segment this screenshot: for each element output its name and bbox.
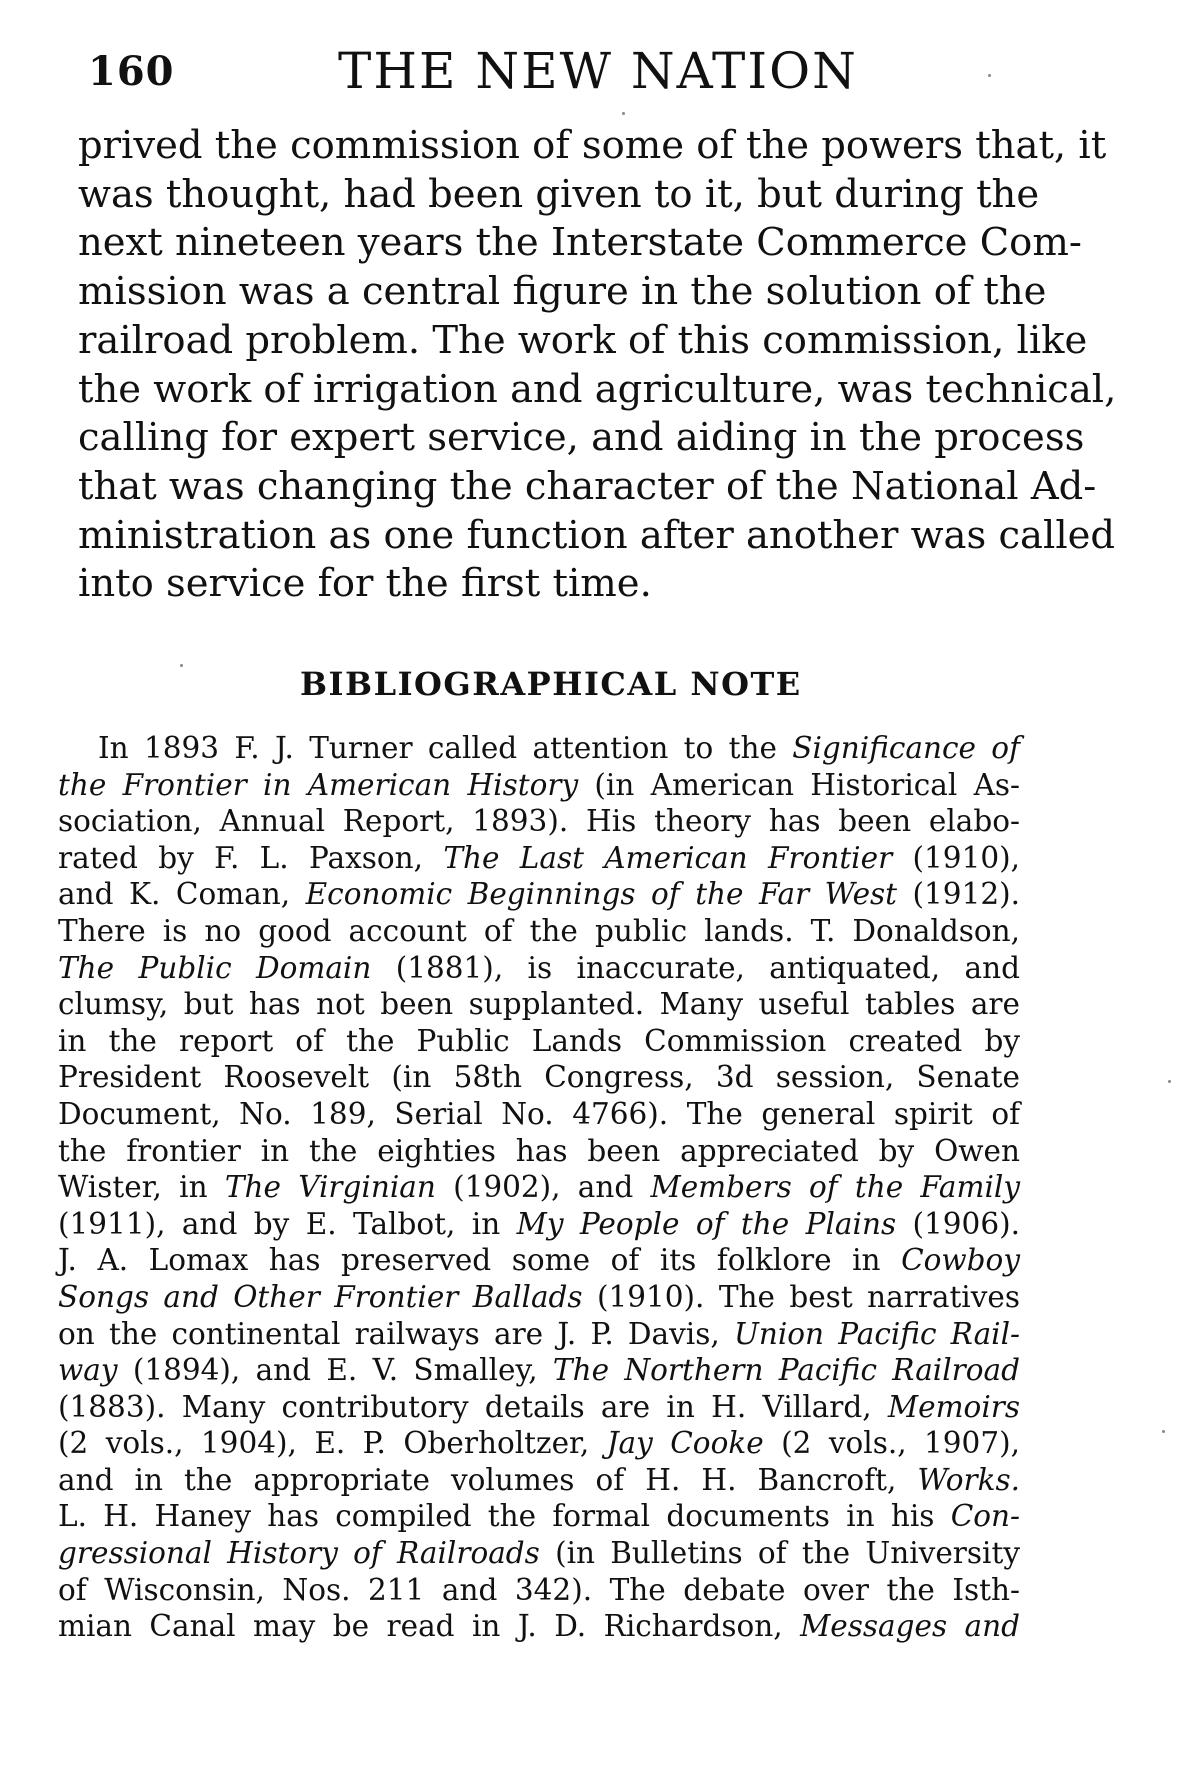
running-head xyxy=(88,40,988,110)
text-line: calling for expert service, and aiding in the process xyxy=(78,415,1085,461)
text-run: J. A. Lomax has preserved some of its folklore in xyxy=(58,1243,902,1278)
note-line xyxy=(58,730,1020,767)
running-title: THE NEW NATION xyxy=(338,42,858,100)
note-line xyxy=(58,1572,1020,1609)
note-line xyxy=(58,1023,1020,1060)
italic-title: Economic Beginnings of the Far West xyxy=(305,877,898,912)
italic-title: Works. xyxy=(917,1462,1020,1497)
note-line xyxy=(58,1059,1020,1096)
text-run: and in the appropriate volumes of H. H. Bancroft, xyxy=(58,1462,918,1497)
note-line xyxy=(58,1096,1020,1133)
text-run: (1906). xyxy=(896,1206,1020,1241)
section-heading: BIBLIOGRAPHICAL NOTE xyxy=(300,665,802,703)
text-line: into service for the first time. xyxy=(78,561,652,607)
text-run: the frontier in the eighties has been appreciated by Owen xyxy=(58,1133,1020,1168)
note-line xyxy=(58,1352,1020,1389)
note-line xyxy=(58,1498,1020,1535)
note-line xyxy=(58,1316,1020,1353)
italic-title: Jay Cooke xyxy=(606,1426,764,1461)
note-line xyxy=(58,1608,1020,1645)
note-line xyxy=(58,767,1020,804)
italic-title: Messages and xyxy=(800,1609,1020,1644)
text-run: rated by F. L. Paxson, xyxy=(58,840,444,875)
italic-title: The Northern Pacific Railroad xyxy=(552,1353,1020,1388)
text-run: (1902), and xyxy=(435,1170,651,1205)
print-speck xyxy=(1162,1430,1165,1433)
text-run: (1883). Many contributory details are in H. Villard, xyxy=(58,1389,888,1424)
text-line: the work of irrigation and agriculture, was technical, xyxy=(78,366,1117,412)
note-line xyxy=(58,950,1020,987)
print-speck xyxy=(622,112,625,115)
text-run: on the continental railways are J. P. Davis, xyxy=(58,1316,734,1351)
italic-title: The Last American Frontier xyxy=(443,840,893,875)
text-run: of Wisconsin, Nos. 211 and 342). The debate over the Isth- xyxy=(58,1572,1020,1607)
text-run: (1910). The best narratives xyxy=(582,1279,1020,1314)
italic-title: way xyxy=(58,1353,118,1388)
text-run: L. H. Haney has compiled the formal documents in his xyxy=(58,1499,951,1534)
text-line: next nineteen years the Interstate Commerce Com- xyxy=(78,220,1082,266)
text-line: prived the commission of some of the powers that, it xyxy=(78,123,1107,168)
page-number: 160 xyxy=(88,48,175,95)
text-line: ministration as one function after another was called xyxy=(78,512,1116,558)
text-run: (in Bulletins of the University xyxy=(539,1536,1020,1571)
print-speck xyxy=(988,74,991,77)
text-run: in the report of the Public Lands Commission created by xyxy=(58,1023,1020,1058)
note-line xyxy=(58,1425,1020,1462)
print-speck xyxy=(180,664,183,667)
text-run: There is no good account of the public lands. T. Donaldson, xyxy=(58,913,1020,948)
italic-title: The Virginian xyxy=(224,1170,436,1205)
text-run: President Roosevelt (in 58th Congress, 3d session, Senate xyxy=(58,1060,1020,1095)
note-line xyxy=(58,876,1020,913)
note-line xyxy=(58,1389,1020,1426)
text-run: Document, No. 189, Serial No. 4766). The general spirit of xyxy=(58,1096,1020,1131)
text-line: that was changing the character of the National Ad- xyxy=(78,463,1097,509)
note-line xyxy=(58,840,1020,877)
italic-title: Cowboy xyxy=(901,1243,1020,1278)
text-run: (1894), and E. V. Smalley, xyxy=(117,1353,553,1388)
italic-title: Con- xyxy=(950,1499,1020,1534)
text-line: railroad problem. The work of this commission, like xyxy=(78,317,1088,363)
note-line xyxy=(58,1279,1020,1316)
note-line xyxy=(58,1206,1020,1243)
italic-title: Songs and Other Frontier Ballads xyxy=(58,1279,583,1314)
italic-title: Significance of xyxy=(792,731,1020,765)
italic-title: Memoirs xyxy=(887,1389,1020,1424)
note-line xyxy=(58,1133,1020,1170)
italic-title: My People of the Plains xyxy=(516,1206,897,1241)
text-run: and K. Coman, xyxy=(58,877,306,912)
note-line xyxy=(58,1535,1020,1572)
italic-title: Union Pacific Rail- xyxy=(733,1316,1020,1351)
bibliographical-note-paragraph xyxy=(58,730,1020,1645)
italic-title: The Public Domain xyxy=(58,950,372,985)
note-line xyxy=(58,913,1020,950)
text-run: sociation, Annual Report, 1893). His theory has been elabo- xyxy=(58,804,1020,839)
text-run: mian Canal may be read in J. D. Richardson, xyxy=(58,1609,801,1644)
text-run: In 1893 F. J. Turner called attention to the xyxy=(98,731,793,765)
text-run: (1911), and by E. Talbot, in xyxy=(58,1206,517,1241)
note-line xyxy=(58,1169,1020,1206)
text-line: was thought, had been given to it, but during the xyxy=(78,171,1040,217)
italic-title: Members of the Family xyxy=(650,1170,1020,1205)
text-run: (in American Historical As- xyxy=(578,767,1020,802)
print-speck xyxy=(1168,1080,1171,1083)
italic-title: the Frontier in American History xyxy=(58,767,579,802)
text-run: (1910), xyxy=(892,840,1020,875)
note-line xyxy=(58,803,1020,840)
text-run: (2 vols., 1904), E. P. Oberholtzer, xyxy=(58,1426,607,1461)
text-run: (2 vols., 1907), xyxy=(763,1426,1020,1461)
note-line xyxy=(58,1462,1020,1499)
note-line xyxy=(58,1242,1020,1279)
text-run: (1881), is inaccurate, antiquated, and xyxy=(371,950,1020,985)
text-line: mission was a central figure in the solution of the xyxy=(78,269,1047,315)
text-run: Wister, in xyxy=(58,1170,225,1205)
note-line xyxy=(58,986,1020,1023)
text-run: clumsy, but has not been supplanted. Many useful tables are xyxy=(58,987,1020,1022)
main-paragraph xyxy=(78,122,1117,609)
italic-title: gressional History of Railroads xyxy=(58,1536,540,1571)
text-run: (1912). xyxy=(897,877,1020,912)
